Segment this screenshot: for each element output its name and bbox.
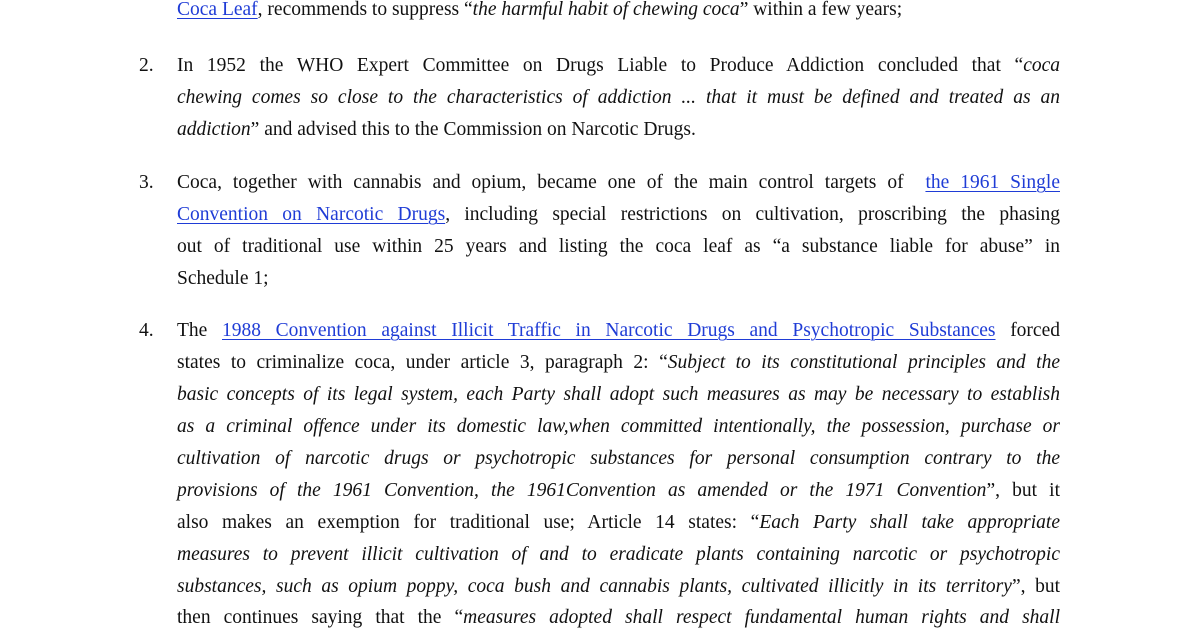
quote-italic: Each Party shall take appropriate [759, 512, 1060, 533]
item-3-line-2 [177, 202, 1060, 228]
item-2-line-1 [177, 53, 1060, 79]
text: The [177, 320, 208, 341]
item-3-line-3 [177, 234, 1060, 260]
item-4-line-9 [177, 574, 1060, 600]
fragment-line-0 [177, 0, 1060, 23]
quote-italic: as a criminal offence under its domestic law,when committed intentionally, the possession, purchase or [177, 416, 1060, 437]
quote-italic: provisions of the 1961 Convention, the 1961Convention as amended or the 1971 Convention [177, 480, 987, 501]
item-4-line-5 [177, 446, 1060, 472]
item-4-line-8 [177, 542, 1060, 568]
link-1961-single-convention[interactable]: the 1961 Single [925, 172, 1060, 193]
item-4-line-4 [177, 414, 1060, 440]
item-4-line-3 [177, 382, 1060, 408]
quote-italic: cultivation of narcotic drugs or psychotropic substances for personal consumption contrary to the [177, 448, 1060, 469]
item-4-line-7 [177, 510, 1060, 536]
quote-italic: basic concepts of its legal system, each Party shall adopt such measures as may be necessary to establish [177, 384, 1060, 405]
item-3-line-1 [177, 170, 1060, 196]
item-2-number: 2. [139, 55, 154, 76]
text: out of traditional use within 25 years and listing the coca leaf as “a substance liable for abuse” in [177, 236, 1060, 257]
item-4-line-1 [177, 318, 1060, 344]
text: also makes an exemption for traditional use; Article 14 states: “ [177, 512, 760, 533]
text: states to criminalize coca, under article 3, paragraph 2: “ [177, 352, 668, 373]
quote-italic: the harmful habit of chewing coca [472, 0, 740, 20]
text: ”, but it [986, 480, 1060, 501]
quote-italic: substances, such as opium poppy, coca bush and cannabis plants, cultivated illicitly in its territory [177, 576, 1012, 597]
text: Coca, together with cannabis and opium, became one of the main control targets of [177, 172, 904, 193]
item-2-line-3 [177, 117, 1060, 143]
text: ” and advised this to the Commission on Narcotic Drugs. [250, 119, 696, 140]
link-coca-leaf[interactable]: Coca Leaf [177, 0, 258, 20]
quote-italic: coca [1023, 55, 1060, 76]
text: In 1952 the WHO Expert Committee on Drugs Liable to Produce Addiction concluded that “ [177, 55, 1024, 76]
text: then continues saying that the “ [177, 607, 464, 628]
text: ”, but [1011, 576, 1061, 597]
item-3-line-4 [177, 266, 1060, 292]
text: , recommends to suppress “ [257, 0, 473, 20]
link-1988-convention[interactable]: 1988 Convention against Illicit Traffic in Narcotic Drugs and Psychotropic Substances [222, 320, 996, 341]
quote-italic: measures to prevent illicit cultivation of and to eradicate plants containing narcotic or psychotropic [177, 544, 1060, 565]
item-2-line-2 [177, 85, 1060, 111]
item-4-line-6 [177, 478, 1060, 504]
quote-italic: Subject to its constitutional principles and the [667, 352, 1060, 373]
link-convention-narcotic-drugs[interactable]: Convention on Narcotic Drugs [177, 204, 446, 225]
item-3-number: 3. [139, 172, 154, 193]
quote-italic: chewing comes so close to the characteristics of addiction ... that it must be defined and treated as an [177, 87, 1060, 108]
text: Schedule 1; [177, 268, 269, 289]
text: , including special restrictions on cultivation, proscribing the phasing [445, 204, 1060, 225]
text: forced [1010, 320, 1060, 341]
quote-italic: measures adopted shall respect fundamental human rights and shall [463, 607, 1061, 628]
item-4-number: 4. [139, 320, 154, 341]
quote-italic: addiction [177, 119, 251, 140]
item-4-line-2 [177, 350, 1060, 376]
text: ” within a few years; [739, 0, 903, 20]
item-4-line-10 [177, 605, 1060, 630]
